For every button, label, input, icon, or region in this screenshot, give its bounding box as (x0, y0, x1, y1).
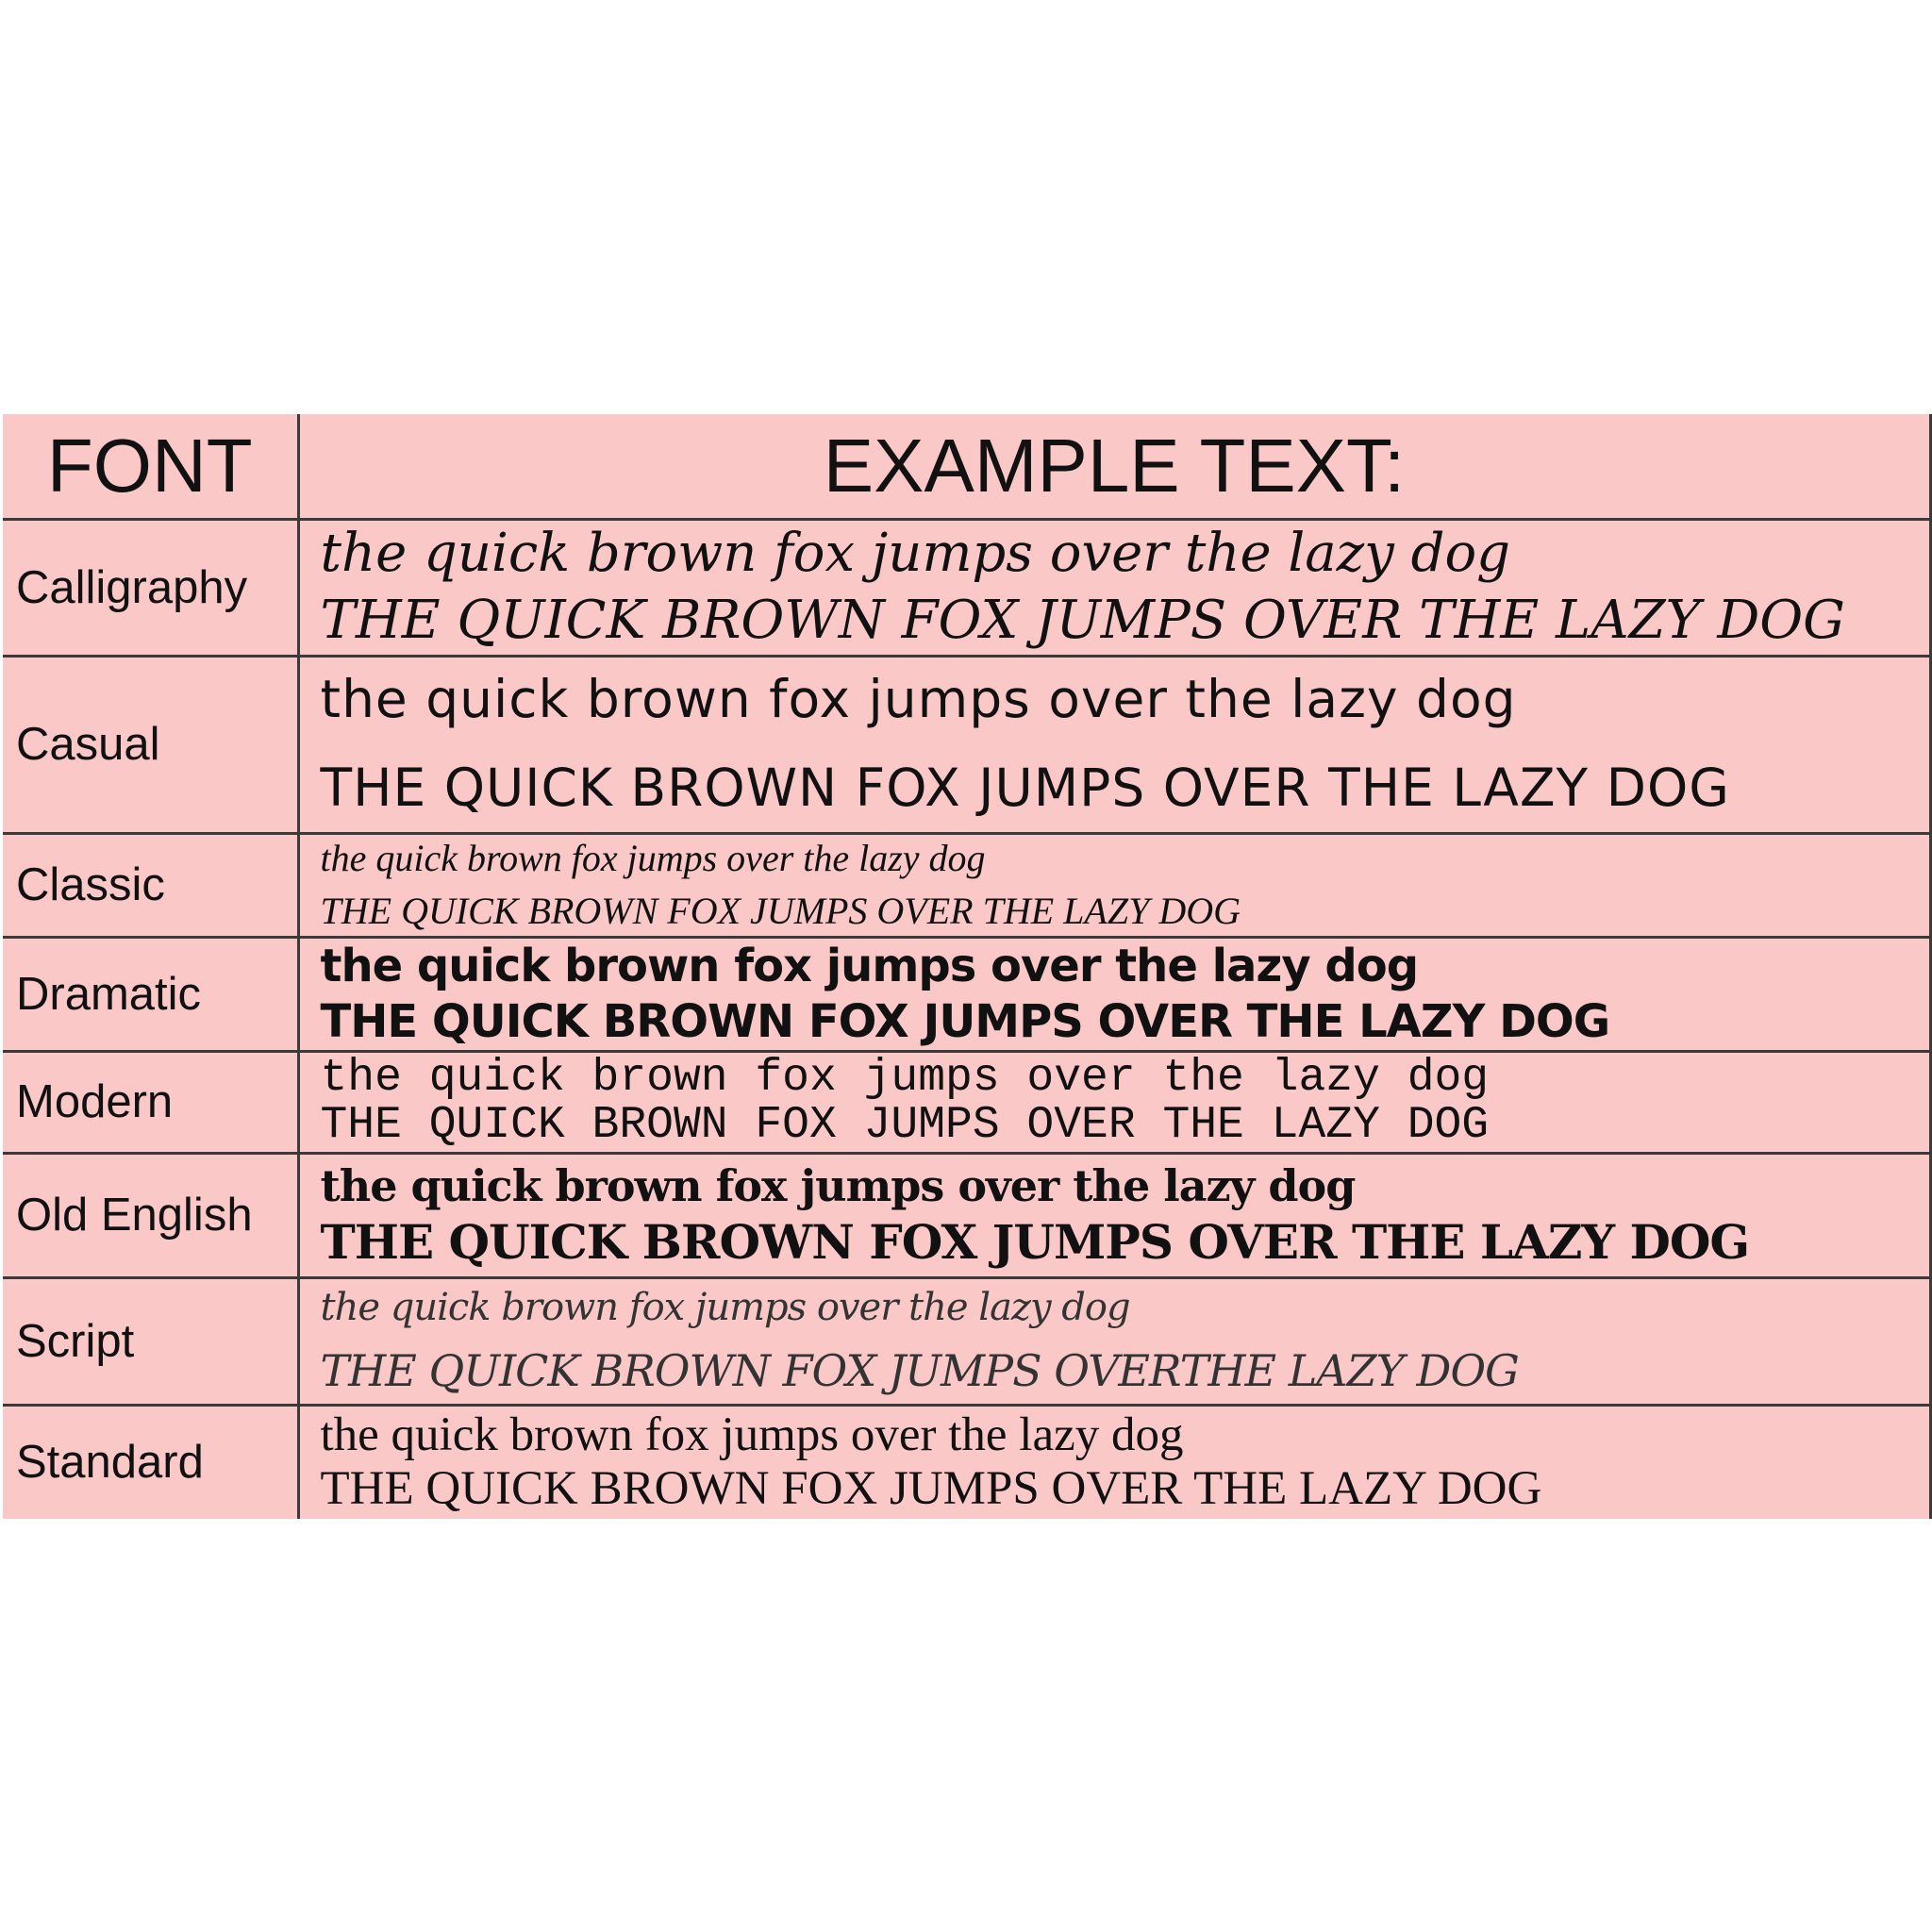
sample-lowercase: the quick brown fox jumps over the lazy dog (320, 1052, 1490, 1104)
example-cell-old-english (298, 1153, 1930, 1277)
table-row (3, 1051, 1930, 1153)
example-cell-modern (298, 1051, 1930, 1153)
table-row (3, 1153, 1930, 1277)
sample-lowercase: the quick brown fox jumps over the lazy dog (320, 1407, 1184, 1461)
sample-uppercase: THE QUICK BROWN FOX JUMPS OVER THE LAZY DOG (320, 1462, 1542, 1516)
sample-uppercase: THE QUICK BROWN FOX JUMPS OVERTHE LAZY DOG (320, 1345, 1519, 1397)
example-cell-dramatic (298, 937, 1930, 1051)
table-row (3, 1277, 1930, 1405)
example-text-column-header: EXAMPLE TEXT: (298, 414, 1930, 519)
sample-lowercase: the quick brown fox jumps over the lazy dog (320, 837, 986, 879)
table-row (3, 1405, 1930, 1519)
sample-uppercase: THE QUICK BROWN FOX JUMPS OVER THE LAZY DOG (320, 1100, 1490, 1151)
example-cell-standard (298, 1405, 1930, 1519)
font-examples-table (3, 414, 1932, 1519)
example-cell-casual (298, 656, 1930, 833)
font-name-standard: Standard (3, 1405, 298, 1519)
example-cell-script (298, 1277, 1930, 1405)
table-row (3, 519, 1930, 656)
table-row (3, 656, 1930, 833)
sample-lowercase: the quick brown fox jumps over the lazy dog (320, 669, 1517, 730)
sample-uppercase: THE QUICK BROWN FOX JUMPS OVER THE LAZY DOG (320, 994, 1610, 1048)
sample-uppercase: THE QUICK BROWN FOX JUMPS OVER THE LAZY DOG (320, 1213, 1750, 1270)
font-name-classic: Classic (3, 833, 298, 937)
sample-uppercase: THE QUICK BROWN FOX JUMPS OVER THE LAZY DOG (320, 890, 1241, 932)
font-name-casual: Casual (3, 656, 298, 833)
font-name-modern: Modern (3, 1051, 298, 1153)
sample-lowercase: the quick brown fox jumps over the lazy dog (320, 1286, 1130, 1330)
header-row (3, 414, 1930, 519)
sample-uppercase: THE QUICK BROWN FOX JUMPS OVER THE LAZY DOG (320, 758, 1730, 818)
sample-uppercase: THE QUICK BROWN FOX JUMPS OVER THE LAZY DOG (320, 589, 1845, 651)
table-row (3, 937, 1930, 1051)
example-cell-calligraphy (298, 519, 1930, 656)
sample-lowercase: the quick brown fox jumps over the lazy dog (320, 940, 1419, 993)
font-name-old-english: Old English (3, 1153, 298, 1277)
font-column-header: FONT (3, 414, 298, 519)
font-name-script: Script (3, 1277, 298, 1405)
example-cell-classic (298, 833, 1930, 937)
table-row (3, 833, 1930, 937)
sample-lowercase: the quick brown fox jumps over the lazy dog (320, 1159, 1356, 1211)
font-name-dramatic: Dramatic (3, 937, 298, 1051)
font-name-calligraphy: Calligraphy (3, 519, 298, 656)
sample-lowercase: the quick brown fox jumps over the lazy dog (320, 522, 1511, 584)
